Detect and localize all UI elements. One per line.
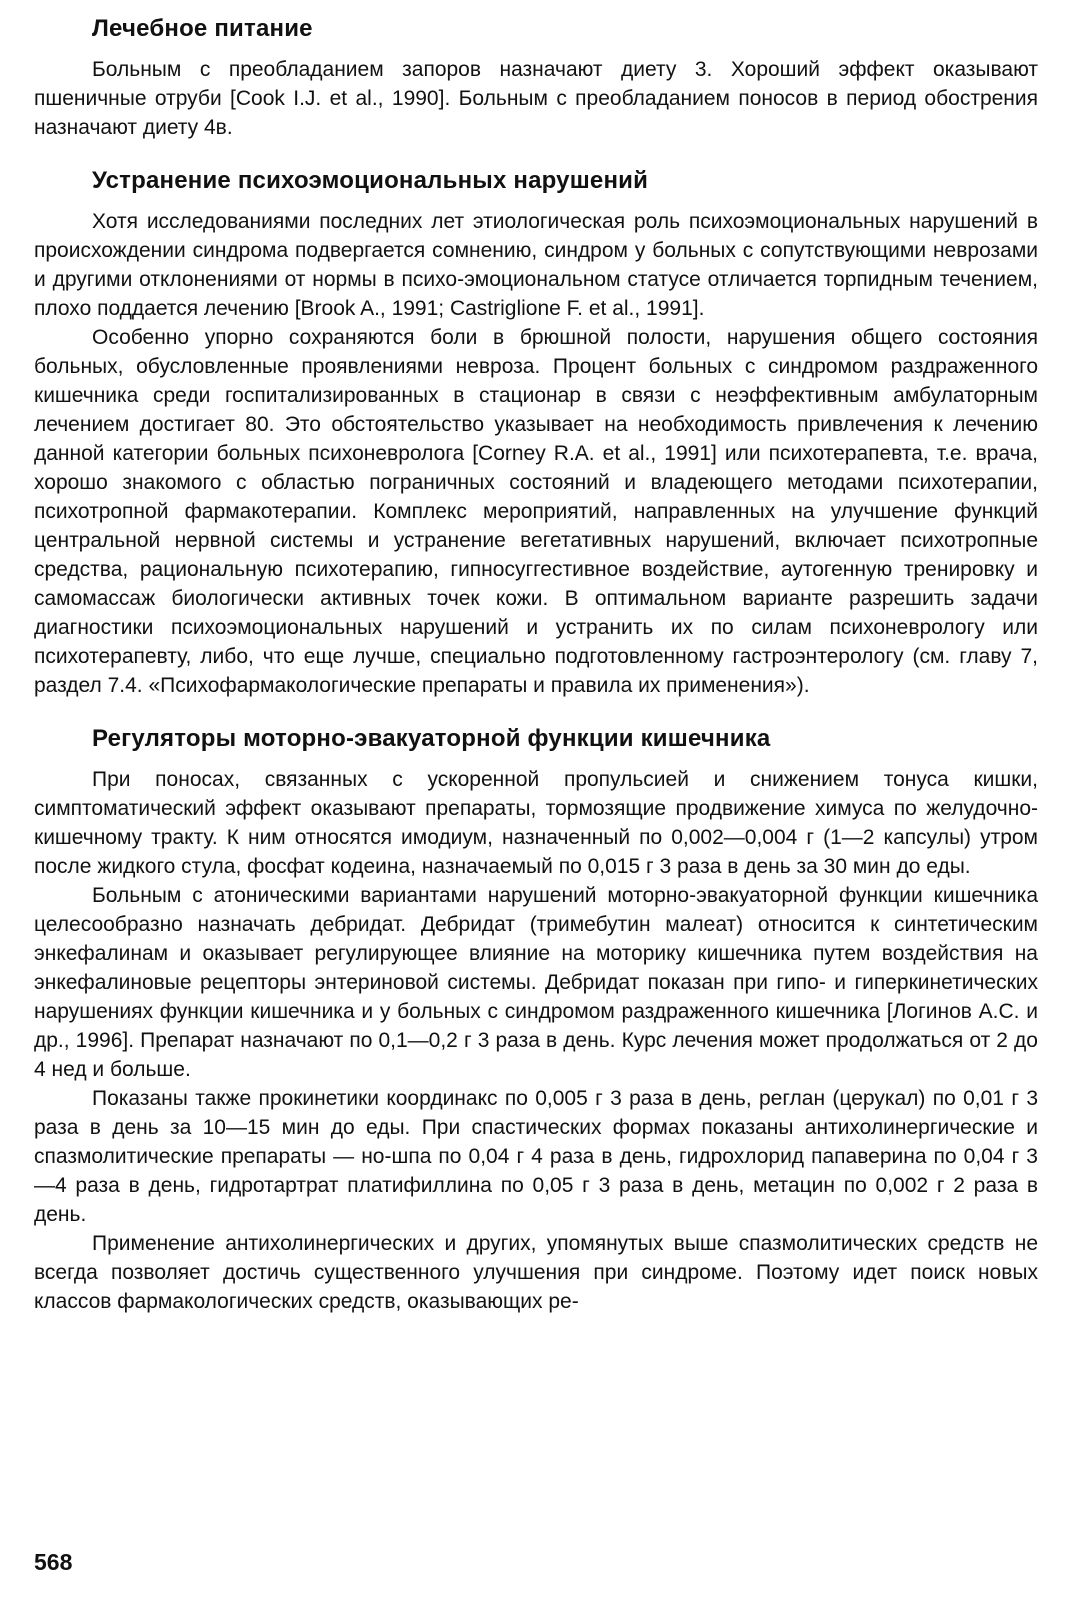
paragraph: Больным с атоническими вариантами нарушений моторно-эвакуаторной функции кишечника целесообразно назначать дебридат. Дебридат (тримебутин малеат) относится к синтетическим энкефалинам и оказывает регулирующее влияние на моторику кишечника путем воздействия на энкефалиновые рецепторы энтериновой системы. Дебридат показан при гипо- и гиперкинетических нарушениях функции кишечника и у больных с синдромом раздраженного кишечника [Логинов А.С. и др., 1996]. Препарат назначают по 0,1—0,2 г 3 раза в день. Курс лечения может продолжаться от 2 до 4 нед и больше. bbox=[34, 884, 1038, 1081]
section-heading: Регуляторы моторно-эвакуаторной функции кишечника bbox=[92, 725, 771, 752]
section-heading: Лечебное питание bbox=[92, 15, 313, 42]
paragraph: Хотя исследованиями последних лет этиологическая роль психоэмоциональных нарушений в происхождении синдрома подвергается сомнению, синдром у больных с сопутствующими неврозами и другими отклонениями от нормы в психо-эмоциональном статусе отличается торпидным течением, плохо поддается лечению [Brook A., 1991; Castriglione F. et al., 1991]. bbox=[34, 210, 1038, 320]
paragraph: При поносах, связанных с ускоренной пропульсией и снижением тонуса кишки, симптоматический эффект оказывают препараты, тормозящие продвижение химуса по желудочно-кишечному тракту. К ним относятся имодиум, назначенный по 0,002—0,004 г (1—2 капсулы) утром после жидкого стула, фосфат кодеина, назначаемый по 0,015 г 3 раза в день за 30 мин до еды. bbox=[34, 768, 1038, 878]
section-therapeutic-nutrition bbox=[34, 14, 1038, 142]
section-motor-evacuation-regulators bbox=[34, 724, 1038, 1316]
paragraph: Показаны также прокинетики координакс по 0,005 г 3 раза в день, реглан (церукал) по 0,01 г 3 раза в день за 10—15 мин до еды. При спастических формах показаны антихолинергические и спазмолитические препараты — но-шпа по 0,04 г 4 раза в день, гидрохлорид папаверина по 0,04 г 3—4 раза в день, гидротартрат платифиллина по 0,05 г 3 раза в день, метацин по 0,002 г 2 раза в день. bbox=[34, 1087, 1038, 1226]
section-heading: Устранение психоэмоциональных нарушений bbox=[92, 167, 649, 194]
page-number: 568 bbox=[34, 1549, 73, 1575]
paragraph: Применение антихолинергических и других, упомянутых выше спазмолитических средств не всегда позволяет достичь существенного улучшения при синдроме. Поэтому идет поиск новых классов фармакологических средств, оказывающих ре- bbox=[34, 1232, 1038, 1313]
paragraph: Особенно упорно сохраняются боли в брюшной полости, нарушения общего состояния больных, обусловленные проявлениями невроза. Процент больных с синдромом раздраженного кишечника среди госпитализированных в стационар в связи с неэффективным амбулаторным лечением достигает 80. Это обстоятельство указывает на необходимость привлечения к лечению данной категории больных психоневролога [Corney R.A. et al., 1991] или психотерапевта, т.е. врача, хорошо знакомого с областью пограничных состояний и владеющего методами психотерапии, психотропной фармакотерапии. Комплекс мероприятий, направленных на улучшение функций центральной нервной системы и устранение вегетативных нарушений, включает психотропные средства, рациональную психотерапию, гипносуггестивное воздействие, аутогенную тренировку и самомассаж биологически активных точек кожи. В оптимальном варианте разрешить задачи диагностики психоэмоциональных нарушений и устранить их по силам психоневрологу или психотерапевту, либо, что еще лучше, специально подготовленному гастроэнтерологу (см. главу 7, раздел 7.4. «Психофармакологические препараты и правила их применения»). bbox=[34, 326, 1038, 697]
section-psychoemotional-disorders bbox=[34, 166, 1038, 700]
paragraph: Больным с преобладанием запоров назначают диету 3. Хороший эффект оказывают пшеничные отруби [Cook I.J. et al., 1990]. Больным с преобладанием поносов в период обострения назначают диету 4в. bbox=[34, 58, 1038, 139]
book-page bbox=[34, 14, 1038, 1586]
